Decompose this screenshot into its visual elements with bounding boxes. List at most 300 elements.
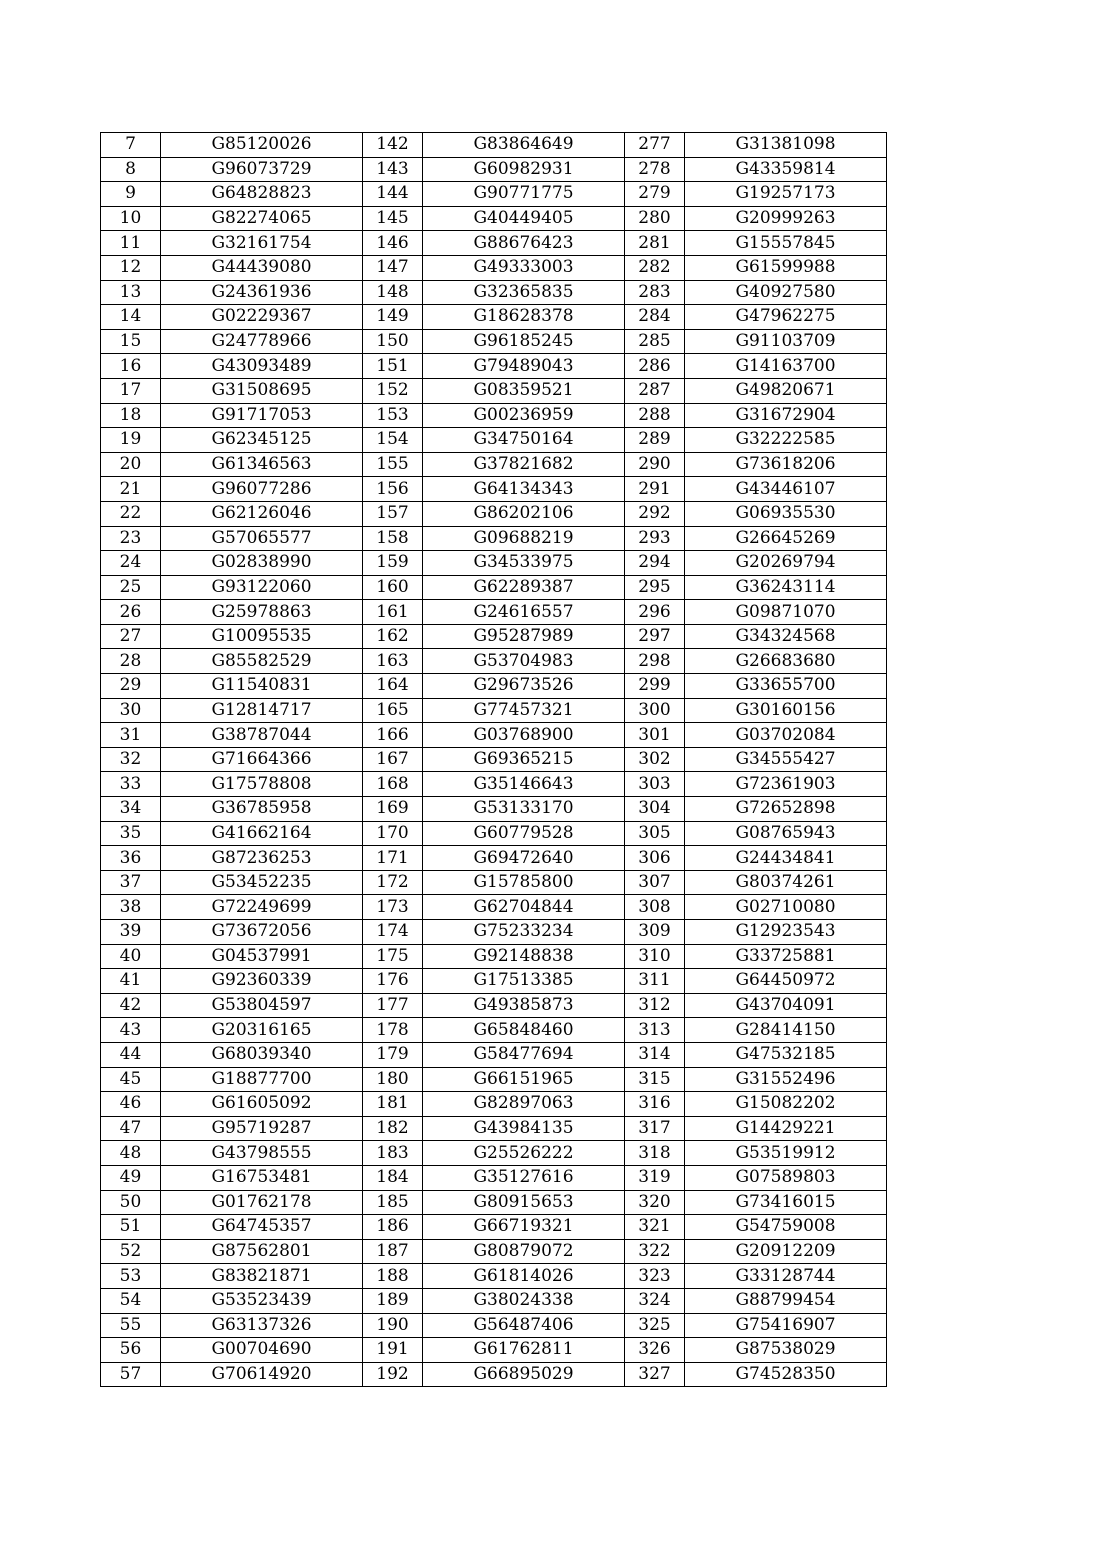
code-cell: G47532185 — [685, 1042, 887, 1067]
table-row — [101, 157, 887, 182]
code-cell: G65848460 — [423, 1018, 625, 1043]
code-cell: G93122060 — [161, 575, 363, 600]
table-row — [101, 747, 887, 772]
code-cell: G96077286 — [161, 477, 363, 502]
row-number-cell: 188 — [363, 1264, 423, 1289]
table-row — [101, 772, 887, 797]
table-row — [101, 600, 887, 625]
row-number-cell: 41 — [101, 969, 161, 994]
code-cell: G02229367 — [161, 305, 363, 330]
row-number-cell: 183 — [363, 1141, 423, 1166]
table-row — [101, 1116, 887, 1141]
code-cell: G95287989 — [423, 624, 625, 649]
row-number-cell: 148 — [363, 280, 423, 305]
code-cell: G83864649 — [423, 133, 625, 158]
row-number-cell: 291 — [625, 477, 685, 502]
code-cell: G61762811 — [423, 1338, 625, 1363]
row-number-cell: 294 — [625, 551, 685, 576]
code-cell: G80374261 — [685, 870, 887, 895]
code-cell: G03768900 — [423, 723, 625, 748]
row-number-cell: 14 — [101, 305, 161, 330]
code-cell: G08359521 — [423, 378, 625, 403]
row-number-cell: 145 — [363, 206, 423, 231]
code-cell: G86202106 — [423, 501, 625, 526]
code-cell: G61599988 — [685, 255, 887, 280]
row-number-cell: 171 — [363, 846, 423, 871]
code-cell: G56487406 — [423, 1313, 625, 1338]
table-row — [101, 993, 887, 1018]
code-cell: G33655700 — [685, 674, 887, 699]
row-number-cell: 306 — [625, 846, 685, 871]
code-cell: G73416015 — [685, 1190, 887, 1215]
code-cell: G54759008 — [685, 1215, 887, 1240]
code-cell: G20269794 — [685, 551, 887, 576]
code-cell: G85120026 — [161, 133, 363, 158]
code-cell: G43704091 — [685, 993, 887, 1018]
code-cell: G24361936 — [161, 280, 363, 305]
code-cell: G72652898 — [685, 797, 887, 822]
row-number-cell: 152 — [363, 378, 423, 403]
code-cell: G15785800 — [423, 870, 625, 895]
code-cell: G18628378 — [423, 305, 625, 330]
code-cell: G25978863 — [161, 600, 363, 625]
code-cell: G72361903 — [685, 772, 887, 797]
code-cell: G14429221 — [685, 1116, 887, 1141]
code-cell: G66151965 — [423, 1067, 625, 1092]
code-cell: G44439080 — [161, 255, 363, 280]
row-number-cell: 303 — [625, 772, 685, 797]
table-row — [101, 1264, 887, 1289]
table-row — [101, 1042, 887, 1067]
row-number-cell: 317 — [625, 1116, 685, 1141]
code-cell: G43798555 — [161, 1141, 363, 1166]
row-number-cell: 280 — [625, 206, 685, 231]
row-number-cell: 286 — [625, 354, 685, 379]
row-number-cell: 159 — [363, 551, 423, 576]
row-number-cell: 319 — [625, 1165, 685, 1190]
code-cell: G33725881 — [685, 944, 887, 969]
row-number-cell: 321 — [625, 1215, 685, 1240]
row-number-cell: 309 — [625, 920, 685, 945]
code-cell: G40449405 — [423, 206, 625, 231]
code-cell: G24616557 — [423, 600, 625, 625]
code-cell: G26645269 — [685, 526, 887, 551]
code-cell: G95719287 — [161, 1116, 363, 1141]
row-number-cell: 174 — [363, 920, 423, 945]
row-number-cell: 144 — [363, 182, 423, 207]
code-cell: G12923543 — [685, 920, 887, 945]
code-cell: G24778966 — [161, 329, 363, 354]
code-cell: G31381098 — [685, 133, 887, 158]
code-cell: G04537991 — [161, 944, 363, 969]
code-cell: G32161754 — [161, 231, 363, 256]
table-row — [101, 846, 887, 871]
row-number-cell: 281 — [625, 231, 685, 256]
table-row — [101, 1215, 887, 1240]
code-cell: G92360339 — [161, 969, 363, 994]
row-number-cell: 283 — [625, 280, 685, 305]
row-number-cell: 48 — [101, 1141, 161, 1166]
row-number-cell: 156 — [363, 477, 423, 502]
row-number-cell: 35 — [101, 821, 161, 846]
code-cell: G75416907 — [685, 1313, 887, 1338]
table-row — [101, 1018, 887, 1043]
code-cell: G61605092 — [161, 1092, 363, 1117]
code-cell: G12814717 — [161, 698, 363, 723]
code-cell: G77457321 — [423, 698, 625, 723]
row-number-cell: 296 — [625, 600, 685, 625]
table-row — [101, 182, 887, 207]
row-number-cell: 158 — [363, 526, 423, 551]
row-number-cell: 27 — [101, 624, 161, 649]
row-number-cell: 9 — [101, 182, 161, 207]
code-cell: G69365215 — [423, 747, 625, 772]
code-cell: G83821871 — [161, 1264, 363, 1289]
code-cell: G17578808 — [161, 772, 363, 797]
row-number-cell: 166 — [363, 723, 423, 748]
table-row — [101, 551, 887, 576]
code-cell: G70614920 — [161, 1362, 363, 1387]
code-cell: G01762178 — [161, 1190, 363, 1215]
code-cell: G43446107 — [685, 477, 887, 502]
row-number-cell: 8 — [101, 157, 161, 182]
row-number-cell: 57 — [101, 1362, 161, 1387]
table-row — [101, 895, 887, 920]
row-number-cell: 39 — [101, 920, 161, 945]
code-cell: G10095535 — [161, 624, 363, 649]
table-row — [101, 206, 887, 231]
row-number-cell: 182 — [363, 1116, 423, 1141]
code-cell: G29673526 — [423, 674, 625, 699]
row-number-cell: 325 — [625, 1313, 685, 1338]
code-cell: G34324568 — [685, 624, 887, 649]
code-cell: G11540831 — [161, 674, 363, 699]
row-number-cell: 12 — [101, 255, 161, 280]
code-cell: G57065577 — [161, 526, 363, 551]
row-number-cell: 157 — [363, 501, 423, 526]
table-row — [101, 1239, 887, 1264]
code-cell: G31508695 — [161, 378, 363, 403]
row-number-cell: 279 — [625, 182, 685, 207]
code-cell: G73672056 — [161, 920, 363, 945]
table-row — [101, 255, 887, 280]
code-cell: G26683680 — [685, 649, 887, 674]
row-number-cell: 185 — [363, 1190, 423, 1215]
code-cell: G87236253 — [161, 846, 363, 871]
row-number-cell: 192 — [363, 1362, 423, 1387]
code-cell: G61346563 — [161, 452, 363, 477]
row-number-cell: 293 — [625, 526, 685, 551]
table-row — [101, 403, 887, 428]
row-number-cell: 15 — [101, 329, 161, 354]
row-number-cell: 299 — [625, 674, 685, 699]
row-number-cell: 312 — [625, 993, 685, 1018]
row-number-cell: 21 — [101, 477, 161, 502]
code-cell: G15557845 — [685, 231, 887, 256]
row-number-cell: 51 — [101, 1215, 161, 1240]
code-cell: G60779528 — [423, 821, 625, 846]
row-number-cell: 302 — [625, 747, 685, 772]
code-cell: G43984135 — [423, 1116, 625, 1141]
row-number-cell: 19 — [101, 428, 161, 453]
code-cell: G24434841 — [685, 846, 887, 871]
row-number-cell: 288 — [625, 403, 685, 428]
code-cell: G49333003 — [423, 255, 625, 280]
code-cell: G92148838 — [423, 944, 625, 969]
table-row — [101, 526, 887, 551]
row-number-cell: 151 — [363, 354, 423, 379]
row-number-cell: 55 — [101, 1313, 161, 1338]
code-cell: G82274065 — [161, 206, 363, 231]
table-row — [101, 698, 887, 723]
code-cell: G60982931 — [423, 157, 625, 182]
table-row — [101, 1288, 887, 1313]
code-cell: G47962275 — [685, 305, 887, 330]
row-number-cell: 26 — [101, 600, 161, 625]
code-cell: G35127616 — [423, 1165, 625, 1190]
row-number-cell: 316 — [625, 1092, 685, 1117]
code-cell: G43093489 — [161, 354, 363, 379]
row-number-cell: 34 — [101, 797, 161, 822]
row-number-cell: 324 — [625, 1288, 685, 1313]
table-row — [101, 870, 887, 895]
table-row — [101, 133, 887, 158]
code-cell: G20912209 — [685, 1239, 887, 1264]
row-number-cell: 29 — [101, 674, 161, 699]
code-cell: G19257173 — [685, 182, 887, 207]
row-number-cell: 49 — [101, 1165, 161, 1190]
code-cell: G09688219 — [423, 526, 625, 551]
row-number-cell: 155 — [363, 452, 423, 477]
row-number-cell: 43 — [101, 1018, 161, 1043]
row-number-cell: 16 — [101, 354, 161, 379]
code-cell: G32365835 — [423, 280, 625, 305]
table-row — [101, 1165, 887, 1190]
row-number-cell: 285 — [625, 329, 685, 354]
row-number-cell: 25 — [101, 575, 161, 600]
row-number-cell: 143 — [363, 157, 423, 182]
code-cell: G68039340 — [161, 1042, 363, 1067]
code-cell: G30160156 — [685, 698, 887, 723]
row-number-cell: 154 — [363, 428, 423, 453]
code-cell: G69472640 — [423, 846, 625, 871]
code-cell: G36243114 — [685, 575, 887, 600]
row-number-cell: 169 — [363, 797, 423, 822]
row-number-cell: 20 — [101, 452, 161, 477]
code-cell: G62289387 — [423, 575, 625, 600]
row-number-cell: 323 — [625, 1264, 685, 1289]
row-number-cell: 150 — [363, 329, 423, 354]
row-number-cell: 311 — [625, 969, 685, 994]
code-cell: G36785958 — [161, 797, 363, 822]
row-number-cell: 175 — [363, 944, 423, 969]
code-cell: G85582529 — [161, 649, 363, 674]
code-cell: G82897063 — [423, 1092, 625, 1117]
code-cell: G35146643 — [423, 772, 625, 797]
row-number-cell: 149 — [363, 305, 423, 330]
row-number-cell: 162 — [363, 624, 423, 649]
row-number-cell: 31 — [101, 723, 161, 748]
row-number-cell: 54 — [101, 1288, 161, 1313]
row-number-cell: 295 — [625, 575, 685, 600]
table-row — [101, 723, 887, 748]
row-number-cell: 190 — [363, 1313, 423, 1338]
row-number-cell: 47 — [101, 1116, 161, 1141]
code-cell: G63137326 — [161, 1313, 363, 1338]
code-cell: G96185245 — [423, 329, 625, 354]
row-number-cell: 173 — [363, 895, 423, 920]
row-number-cell: 287 — [625, 378, 685, 403]
code-cell: G28414150 — [685, 1018, 887, 1043]
row-number-cell: 10 — [101, 206, 161, 231]
table-row — [101, 452, 887, 477]
code-cell: G88676423 — [423, 231, 625, 256]
row-number-cell: 187 — [363, 1239, 423, 1264]
code-cell: G74528350 — [685, 1362, 887, 1387]
row-number-cell: 184 — [363, 1165, 423, 1190]
code-cell: G07589803 — [685, 1165, 887, 1190]
row-number-cell: 315 — [625, 1067, 685, 1092]
code-cell: G64450972 — [685, 969, 887, 994]
code-cell: G31552496 — [685, 1067, 887, 1092]
row-number-cell: 17 — [101, 378, 161, 403]
table-row — [101, 1338, 887, 1363]
code-cell: G53452235 — [161, 870, 363, 895]
code-cell: G62704844 — [423, 895, 625, 920]
code-cell: G64134343 — [423, 477, 625, 502]
row-number-cell: 40 — [101, 944, 161, 969]
row-number-cell: 179 — [363, 1042, 423, 1067]
code-cell: G33128744 — [685, 1264, 887, 1289]
row-number-cell: 165 — [363, 698, 423, 723]
table-row — [101, 231, 887, 256]
code-cell: G49820671 — [685, 378, 887, 403]
code-cell: G75233234 — [423, 920, 625, 945]
row-number-cell: 320 — [625, 1190, 685, 1215]
row-number-cell: 36 — [101, 846, 161, 871]
table-row — [101, 575, 887, 600]
row-number-cell: 290 — [625, 452, 685, 477]
row-number-cell: 180 — [363, 1067, 423, 1092]
table-row — [101, 501, 887, 526]
code-cell: G79489043 — [423, 354, 625, 379]
code-cell: G62126046 — [161, 501, 363, 526]
code-cell: G64828823 — [161, 182, 363, 207]
row-number-cell: 300 — [625, 698, 685, 723]
code-cell: G16753481 — [161, 1165, 363, 1190]
code-cell: G08765943 — [685, 821, 887, 846]
code-cell: G53704983 — [423, 649, 625, 674]
code-cell: G49385873 — [423, 993, 625, 1018]
code-cell: G73618206 — [685, 452, 887, 477]
row-number-cell: 297 — [625, 624, 685, 649]
table-row — [101, 1362, 887, 1387]
table-row — [101, 378, 887, 403]
code-cell: G37821682 — [423, 452, 625, 477]
row-number-cell: 168 — [363, 772, 423, 797]
code-cell: G41662164 — [161, 821, 363, 846]
code-cell: G61814026 — [423, 1264, 625, 1289]
row-number-cell: 32 — [101, 747, 161, 772]
code-cell: G18877700 — [161, 1067, 363, 1092]
row-number-cell: 33 — [101, 772, 161, 797]
row-number-cell: 170 — [363, 821, 423, 846]
row-number-cell: 163 — [363, 649, 423, 674]
row-number-cell: 164 — [363, 674, 423, 699]
row-number-cell: 167 — [363, 747, 423, 772]
row-number-cell: 147 — [363, 255, 423, 280]
code-cell: G14163700 — [685, 354, 887, 379]
code-cell: G20999263 — [685, 206, 887, 231]
row-number-cell: 326 — [625, 1338, 685, 1363]
code-cell: G00236959 — [423, 403, 625, 428]
table-row — [101, 477, 887, 502]
row-number-cell: 313 — [625, 1018, 685, 1043]
row-number-cell: 160 — [363, 575, 423, 600]
row-number-cell: 24 — [101, 551, 161, 576]
code-cell: G32222585 — [685, 428, 887, 453]
code-cell: G25526222 — [423, 1141, 625, 1166]
code-cell: G34555427 — [685, 747, 887, 772]
table-row — [101, 1141, 887, 1166]
row-number-cell: 172 — [363, 870, 423, 895]
table-row — [101, 329, 887, 354]
code-cell: G58477694 — [423, 1042, 625, 1067]
row-number-cell: 322 — [625, 1239, 685, 1264]
code-cell: G91717053 — [161, 403, 363, 428]
row-number-cell: 298 — [625, 649, 685, 674]
row-number-cell: 318 — [625, 1141, 685, 1166]
row-number-cell: 11 — [101, 231, 161, 256]
code-cell: G40927580 — [685, 280, 887, 305]
code-cell: G15082202 — [685, 1092, 887, 1117]
code-cell: G00704690 — [161, 1338, 363, 1363]
code-cell: G91103709 — [685, 329, 887, 354]
table-row — [101, 920, 887, 945]
row-number-cell: 176 — [363, 969, 423, 994]
code-cell: G64745357 — [161, 1215, 363, 1240]
code-cell: G87538029 — [685, 1338, 887, 1363]
row-number-cell: 45 — [101, 1067, 161, 1092]
table-row — [101, 354, 887, 379]
table-row — [101, 305, 887, 330]
row-number-cell: 56 — [101, 1338, 161, 1363]
code-cell: G20316165 — [161, 1018, 363, 1043]
code-cell: G53519912 — [685, 1141, 887, 1166]
code-cell: G38787044 — [161, 723, 363, 748]
row-number-cell: 301 — [625, 723, 685, 748]
row-number-cell: 186 — [363, 1215, 423, 1240]
row-number-cell: 37 — [101, 870, 161, 895]
table-row — [101, 674, 887, 699]
code-cell: G31672904 — [685, 403, 887, 428]
code-cell: G62345125 — [161, 428, 363, 453]
row-number-cell: 308 — [625, 895, 685, 920]
row-number-cell: 50 — [101, 1190, 161, 1215]
code-cell: G80879072 — [423, 1239, 625, 1264]
row-number-cell: 30 — [101, 698, 161, 723]
row-number-cell: 191 — [363, 1338, 423, 1363]
code-cell: G96073729 — [161, 157, 363, 182]
row-number-cell: 18 — [101, 403, 161, 428]
row-number-cell: 327 — [625, 1362, 685, 1387]
row-number-cell: 310 — [625, 944, 685, 969]
row-number-cell: 282 — [625, 255, 685, 280]
row-number-cell: 38 — [101, 895, 161, 920]
code-cell: G43359814 — [685, 157, 887, 182]
code-cell: G87562801 — [161, 1239, 363, 1264]
table-row — [101, 1067, 887, 1092]
